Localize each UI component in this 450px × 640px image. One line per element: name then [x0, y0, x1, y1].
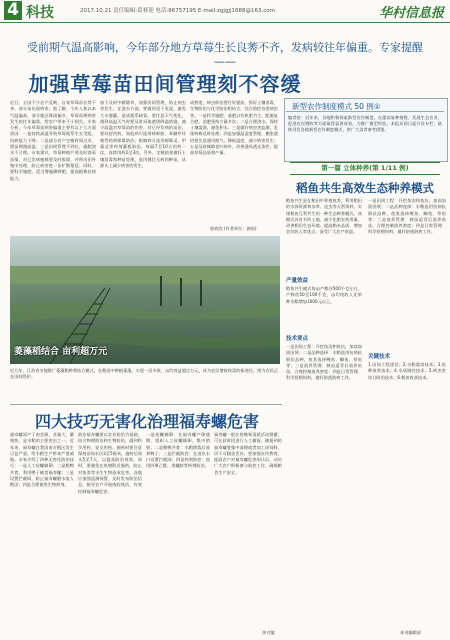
- column-intro-text: 编者按：近年来，各地积极探索新型农作制度，在提高复种指数、发展生态农业、促进农民增收等方面取得显著成效。为推广典型经验，本报从即日起开设专栏，陆续刊发各地新型农作制度模式，供广大读者参考借鉴。: [288, 115, 442, 132]
- article2-sub1: 产量效益: [286, 278, 309, 284]
- main-article-col1: 近日，全国不少农户反映，自家草莓苗长势不齐，部分苗出现病害。据了解，今年入秋以来气温偏高，部分地区降雨偏多，草莓苗期病害发生较往年偏重，给农户带来不小损失。专家分析，今年草莓苗病害偏重主要有以下几方面原因：一是持续高温导致草莓根系生长受阻，抗病能力下降；二是部分农户定植时间过早，缓苗期遇高温；三是田间管理不到位，施肥浇水不合理。专家建议，草莓种植户要及时查看苗情，对已发病植株要及时拔除，并带出田外集中处理，防止病害进一步扩散蔓延。同时，要科学施肥，适当增施磷钾肥，提高植株抗病能力。: [10, 100, 96, 181]
- main-subhead: 受前期气温高影响，今年部分地方草莓生长良莠不齐，发病较往年偏重。专家提醒——: [27, 41, 423, 68]
- article2-byline: 本刊编辑部: [400, 630, 421, 635]
- article2-body4: 1.田间工程建设；2.水稻栽培技术；3.鱼种放养技术；4.水质调控技术；5.病虫害综合防治技术；6.稻鱼收获技术。: [368, 362, 446, 380]
- bottom-byline: 余刃编: [262, 630, 275, 635]
- bottom-col2: 防治福寿螺要以农业防治为基础，结合物理防治和生物防治，做到科学用药、安全用药。施药时要注意保持田间水层3至5厘米，施药后保水5至7天，以提高防治效果。同时，要避免在鱼塘附近施药，防止对鱼类等水生生物造成危害。各地应加强监测预警，及时发布防治信息，指导农户开展统防统治，有效控制福寿螺危害。: [78, 432, 142, 494]
- bottom-headline: 四大技巧无害化治理福寿螺危害: [34, 412, 259, 431]
- bottom-rule: [10, 404, 282, 405]
- series-header: 第一篇 立体种养(第 1/11 例): [290, 162, 440, 175]
- main-article-col2: 加下及时中耕除草，加强田间管理，防止病虫害发生。在浇水方面，要做到见干见湿，避免大水漫灌，造成根系缺氧。要注意天气变化，遇到高温天气时要及时采取遮阴降温措施，减少高温对草莓苗的伤害。对已经发病的苗田，要对症用药，炭疽病可选用咪鲜胺、苯醚甲环唑等药剂喷雾防治；根腐病可选用噁霉灵、甲霜灵等药剂灌根防治，每隔7至10天用药一次，连续用药2至3次。另外，定植前要做好土壤消毒和种苗处理，选用健壮无病的种苗，从源头上减少病害的发生。: [100, 100, 186, 168]
- photo-description: 近几年，江苏省多地推广菱藻稻种养结合模式，在稻田中种植菱藻，实现一田多收，亩均效益超过万元，成为农民增收致富的新途径。图为农民正在田间管护。: [10, 368, 279, 379]
- section-title: 科技: [26, 5, 54, 21]
- article2-body: 稻鱼共生是在稻田中养殖鱼类，利用稻田的水体资源和杂草、昆虫等天然饵料，实现稻鱼互利共生的一种生态种养模式。该模式具有节约土地、减少化肥农药用量、改善稻田生态环境、提高稻米品质、增加农民收入等优点，深受广大农户欢迎。: [286, 198, 362, 235]
- photo-caption: 菱藻稻结合 亩利超万元: [14, 347, 108, 357]
- article2-sub2: 技术要点: [286, 336, 309, 342]
- bottom-col3: 一是捡螺摘卵：在福寿螺产卵盛期，组织人工捡螺摘卵，集中销毁；二是稻鸭共育：水稻移栽后放养鸭子；三是拦截防控：在进出水口设置拦截网；四是药剂防控：选用四聚乙醛、杀螺胺等药剂防治。: [146, 432, 210, 469]
- page-header: [0, 0, 450, 23]
- page-number: 4: [4, 1, 22, 20]
- bottom-col4: 福寿螺一般在傍晚和清晨活动频繁，可在此时段进行人工捕捉。捕捉到的福寿螺要集中深埋或者加工成饲料，切不可随意丢弃。要加强宣传教育，提高农户对福寿螺危害的认识，动员广大农户积极参与防控工作，确保粮食生产安全。: [214, 432, 282, 475]
- column-title: 新型农作制度模式 50 例①: [292, 102, 381, 111]
- article2-body3-cont: 一是田间工程：开挖鱼沟和鱼坑，加高加固田埂；二是品种选择：水稻选用抗病抗倒伏品种，鱼类选择鲤鱼、鲫鱼、草鱼等；三是放养管理：秧苗返青后放养鱼苗，合理控制放养密度；四是日常管理：科学投喂饲料，做好防逃防病工作。: [368, 198, 446, 235]
- bottom-col1: 福寿螺原产于南美洲，食量大、繁殖快，是水稻的主要害虫之一。近年来，福寿螺在我国南方稻区发生日益严重，给水稻生产带来严重威胁。专家介绍了四种无害化防治技巧：一是人工捡螺摘卵；二是稻鸭共育，利用鸭子捕食福寿螺；三是设置拦截网，防止福寿螺随水流入稻田；四是合理使用生物药剂。: [10, 432, 74, 488]
- article2-sub3: 关键技术: [368, 354, 391, 360]
- column-divider: [286, 111, 444, 112]
- newspaper-logo: 华村信息报: [378, 6, 444, 21]
- article2-body2: 稻鱼共生模式每亩产稻谷500千克左右，产鲜鱼50至100千克，亩均纯收入比单种水稻增加1000元以上。: [286, 286, 362, 304]
- article2-body3: 一是田间工程：开挖鱼沟和鱼坑，加高加固田埂；二是品种选择：水稻选用抗病抗倒伏品种，鱼类选择鲤鱼、鲫鱼、草鱼等；三是放养管理：秧苗返青后放养鱼苗，合理控制放养密度；四是日常管理：科学投喂饲料，做好防逃防病工作。: [286, 344, 362, 381]
- header-info: 2017.10.21 责任编辑:葛赛迎 电话:86757195 E-mail:zgjgjj1688@163.com: [80, 8, 275, 14]
- main-article-col3: 成熟度，病虫防治要打好提前，抓好土壤消毒，生物防治与化学防治相结合，综合防控各类病虫害。一是科学施肥，基肥以有机肥为主，配施复合肥，追肥坚持少量多次；二是合理浇水，保持土壤湿润，避免积水；三是做好病虫害监测，发现病株及时处理；四是加强温湿度管理，棚室栽培要注意通风换气，降低湿度，减少病害发生；五是及时摘除老叶病叶，改善通风透光条件，提高草莓品质和产量。: [190, 100, 278, 156]
- main-headline: 加强草莓苗田间管理刻不容缓: [28, 72, 302, 96]
- main-byline: 郭欢欣 (作者单位：湖南): [210, 226, 257, 231]
- article2-title: 稻鱼共生高效生态种养模式: [296, 181, 434, 195]
